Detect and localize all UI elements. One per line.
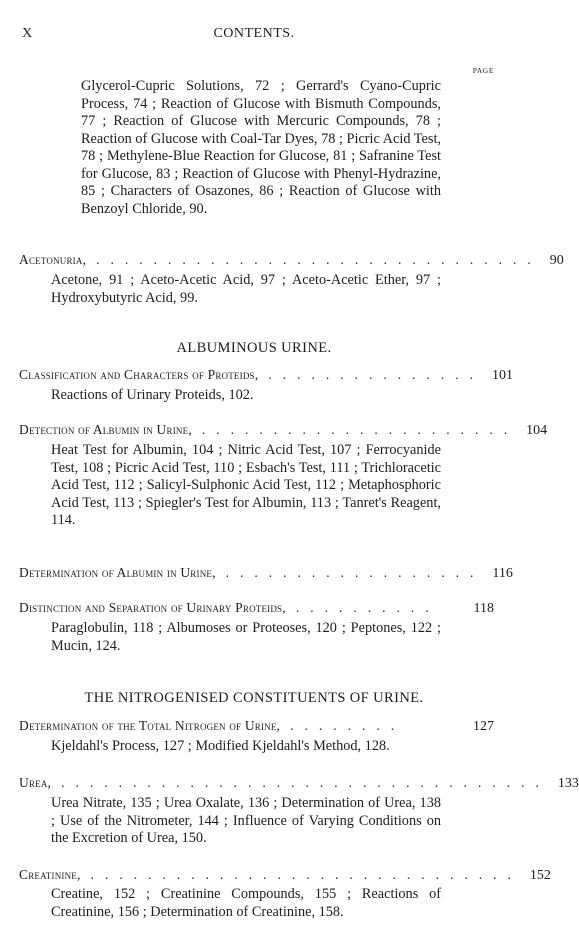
- dot-leaders: ..........: [295, 600, 440, 615]
- subentries-total-nitrogen: Kjeldahl's Process, 127 ; Modified Kjeldahl's Method, 128.: [51, 738, 390, 754]
- dot-leaders: ...............................: [96, 252, 542, 267]
- entry-page-number: 104: [526, 423, 548, 438]
- subentries-classification: Reactions of Urinary Proteids, 102.: [51, 387, 254, 403]
- dot-leaders: ........: [290, 718, 406, 733]
- entry-title: Acetonuria,: [19, 252, 87, 267]
- toc-entry-acetonuria[interactable]: [19, 252, 564, 269]
- entry-title: Classification and Characters of Proteids,: [19, 367, 259, 382]
- toc-entry-urea[interactable]: [19, 775, 579, 792]
- entry-page-number: 133: [557, 776, 579, 791]
- toc-entry-distinction[interactable]: [19, 600, 494, 617]
- entry-title: Determination of Albumin in Urine,: [19, 565, 216, 580]
- toc-entry-creatinine[interactable]: [19, 867, 551, 884]
- running-head: CONTENTS.: [213, 26, 295, 41]
- entry-title: Detection of Albumin in Urine,: [19, 422, 192, 437]
- toc-entry-classification[interactable]: [19, 367, 513, 384]
- entry-title: Determination of the Total Nitrogen of Urine,: [19, 718, 281, 733]
- subentries-creatinine: Creatine, 152 ; Creatinine Compounds, 155 ; Reactions of Creatinine, 156 ; Determination of Creatinine, 158.: [51, 886, 441, 920]
- entry-title: Urea,: [19, 775, 52, 790]
- dot-leaders: ..............................: [90, 867, 522, 882]
- subentries-distinction: Paraglobulin, 118 ; Albumoses or Proteoses, 120 ; Peptones, 122 ; Mucin, 124.: [51, 620, 441, 654]
- toc-entry-detection[interactable]: [19, 422, 548, 439]
- subentries-detection: Heat Test for Albumin, 104 ; Nitric Acid Test, 107 ; Ferrocyanide Test, 108 ; Picric Acid Test, 110 ; Esbach's Test, 111 ; Trichloracetic Acid Test, 112 ; Salicyl-Sulphonic Acid Test, 112 ; Metaphosphoric Acid Test, 113 ; Spiegler's Test for Albumin, 113 ; Tanret's Reagent, 114.: [51, 442, 441, 528]
- dot-leaders: ...............: [268, 367, 484, 382]
- dot-leaders: ..................................: [61, 775, 550, 790]
- toc-entry-determination-albumin[interactable]: [19, 565, 513, 582]
- subentries-urea: Urea Nitrate, 135 ; Urea Oxalate, 136 ; Determination of Urea, 138 ; Use of the Nitrometer, 144 ; Influence of Varying Conditions on the Excretion of Urea, 150.: [51, 795, 441, 846]
- entry-page-number: 127: [473, 719, 494, 734]
- entry-page-number: 118: [473, 601, 494, 616]
- page-column-label: PAGE: [472, 66, 494, 75]
- entry-page-number: 101: [491, 368, 513, 383]
- entry-title: Distinction and Separation of Urinary Proteids,: [19, 600, 286, 615]
- dot-leaders: ......................: [201, 422, 519, 437]
- entry-title: Creatinine,: [19, 867, 81, 882]
- subentries-acetonuria: Acetone, 91 ; Aceto-Acetic Acid, 97 ; Aceto-Acetic Ether, 97 ; Hydroxybutyric Acid, 99.: [51, 272, 441, 306]
- dot-leaders: ..................: [225, 565, 485, 580]
- section-heading-albuminous-urine: ALBUMINOUS URINE.: [176, 340, 332, 356]
- entry-page-number: 152: [529, 868, 551, 883]
- section-heading-nitrogenised-constituents: THE NITROGENISED CONSTITUENTS OF URINE.: [84, 690, 424, 706]
- page-folio: X: [22, 26, 34, 41]
- continuation-subentries: Glycerol-Cupric Solutions, 72 ; Gerrard's Cyano-Cupric Process, 74 ; Reaction of Glucose with Bismuth Compounds, 77 ; Reaction of Glucose with Mercuric Compounds, 78 ; Reaction of Glucose with Coal-Tar Dyes, 78 ; Picric Acid Test, 78 ; Methylene-Blue Reaction for Glucose, 81 ; Safranine Test for Glucose, 83 ; Reaction of Glucose with Phenyl-Hydrazine, 85 ; Characters of Osazones, 86 ; Reaction of Glucose with Benzoyl Chloride, 90.: [81, 78, 441, 217]
- toc-entry-total-nitrogen[interactable]: [19, 718, 494, 735]
- entry-page-number: 90: [549, 253, 564, 268]
- entry-page-number: 116: [492, 566, 513, 581]
